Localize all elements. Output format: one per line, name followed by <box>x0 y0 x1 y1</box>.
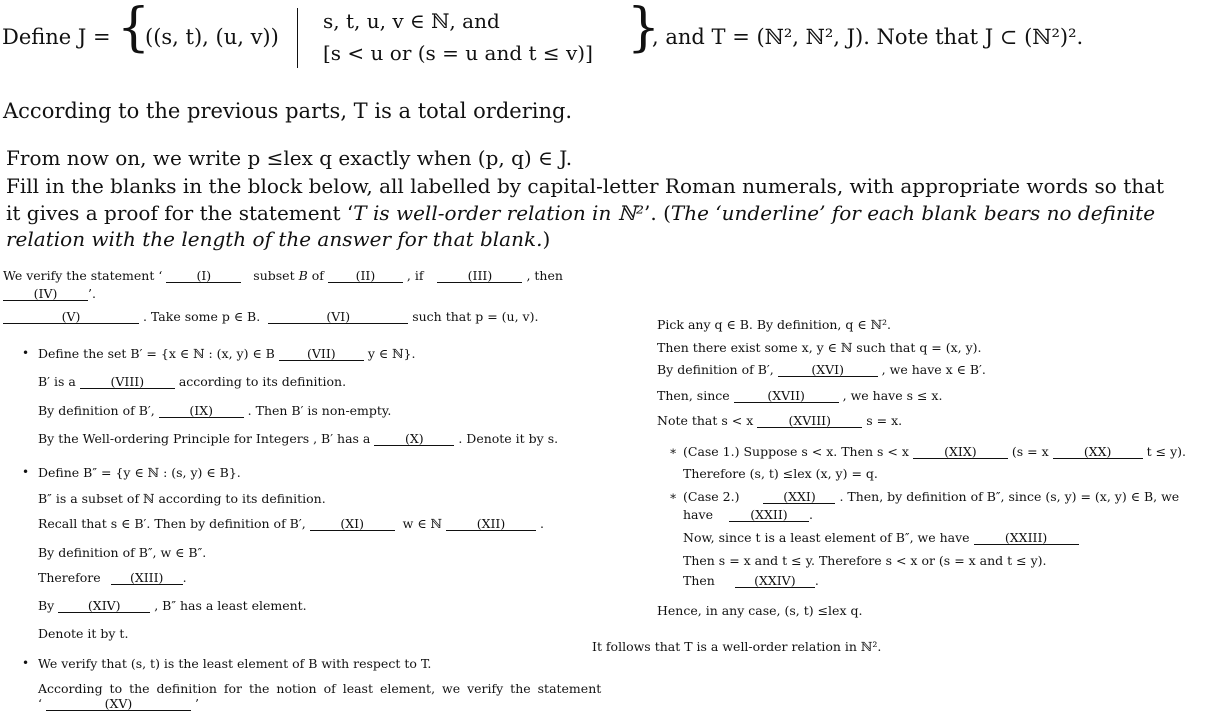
instructions-line-1: Fill in the blanks in the block below, all labelled by capital-letter Roman numerals, with appropriate words so that <box>6 174 1165 198</box>
blank-XI[interactable]: (XI) <box>310 517 395 531</box>
left-brace: { <box>117 0 151 58</box>
by-least-line: By (XIV) , B″ has a least element. <box>38 598 307 613</box>
blank-VII[interactable]: (VII) <box>279 347 364 361</box>
now-since-line: Now, since t is a least element of B″, we have (XXIII) <box>683 530 1079 545</box>
blank-XX[interactable]: (XX) <box>1053 445 1143 459</box>
bdoubleprime-subset-line: B″ is a subset of ℕ according to its definition. <box>38 491 326 506</box>
condition-line-1: s, t, u, v ∈ ℕ, and <box>323 9 500 33</box>
blank-XII[interactable]: (XII) <box>446 517 536 531</box>
blank-X[interactable]: (X) <box>374 432 454 446</box>
therefore-lex-line: Therefore (s, t) ≤lex (x, y) = q. <box>683 466 878 481</box>
take-line: (V) . Take some p ∈ B. (VI) such that p = (u, v). <box>3 309 538 324</box>
blank-XXI[interactable]: (XXI) <box>763 490 835 504</box>
header-suffix: , and T = (ℕ², ℕ², J). Note that J ⊂ (ℕ²)². <box>652 25 1084 49</box>
therefore-line: Therefore (XIII) . <box>38 570 187 585</box>
instructions-line-2: it gives a proof for the statement ‘T is well-order relation in ℕ²’. (The ‘underline’ for each blank bears no definite <box>6 201 1156 225</box>
xv-line: ‘ (XV) ’ <box>38 696 199 711</box>
denote-t-line: Denote it by t. <box>38 626 129 641</box>
right-brace: } <box>627 0 661 58</box>
instructions-line-3: relation with the length of the answer for that blank.) <box>6 227 551 251</box>
blank-IX[interactable]: (IX) <box>159 404 244 418</box>
recall-line: Recall that s ∈ B′. Then by definition of B′, (XI) w ∈ ℕ (XII) . <box>38 516 544 531</box>
define-prefix: Define J = <box>2 25 111 49</box>
blank-XXIII[interactable]: (XXIII) <box>974 531 1079 545</box>
bullet-2: • <box>22 465 30 479</box>
lex-definition: From now on, we write p ≤lex q exactly when (p, q) ∈ J. <box>6 146 573 170</box>
blank-XIX[interactable]: (XIX) <box>913 445 1008 459</box>
blank-XVIII[interactable]: (XVIII) <box>757 414 862 428</box>
blank-XVI[interactable]: (XVI) <box>778 363 878 377</box>
blank-XVII[interactable]: (XVII) <box>734 389 839 403</box>
then-xxiv-line: Then (XXIV) . <box>683 573 819 588</box>
then-s-eq-line: Then s = x and t ≤ y. Therefore s < x or (s = x and t ≤ y). <box>683 553 1047 568</box>
verify-statement-line: We verify the statement ‘ (I) subset B of (II) , if (III) , then <box>3 268 563 283</box>
blank-VI[interactable]: (VI) <box>268 310 408 324</box>
bprime-nonempty-line: By definition of B′, (IX) . Then B′ is non-empty. <box>38 403 392 418</box>
case2-star: ∗ <box>669 489 678 503</box>
case2-have-line: have (XXII) . <box>683 507 813 522</box>
pick-line: Pick any q ∈ B. By definition, q ∈ ℕ². <box>657 317 891 332</box>
then-since-line: Then, since (XVII) , we have s ≤ x. <box>657 388 943 403</box>
blank-VIII[interactable]: (VIII) <box>80 375 175 389</box>
wop-line: By the Well-ordering Principle for Integers , B′ has a (X) . Denote it by s. <box>38 431 559 446</box>
blank-V[interactable]: (V) <box>3 310 139 324</box>
verify-statement-line-2: (IV) ’. <box>3 286 96 301</box>
verify-least-line: We verify that (s, t) is the least element of B with respect to T. <box>38 656 432 671</box>
blank-III[interactable]: (III) <box>437 269 522 283</box>
case1-star: ∗ <box>669 444 678 458</box>
bullet-1: • <box>22 346 30 360</box>
total-ordering-text: According to the previous parts, T is a total ordering. <box>3 99 573 123</box>
condition-line-2: [s < u or (s = u and t ≤ v)] <box>323 41 593 65</box>
according-notion-line: According to the definition for the notion of least element, we verify the statement <box>38 681 602 696</box>
case2-line: (Case 2.) (XXI) . Then, by definition of B″, since (s, y) = (x, y) ∈ B, we <box>683 489 1180 504</box>
by-def-bdoubleprime-line: By definition of B″, w ∈ B″. <box>38 545 207 560</box>
blank-XIII[interactable]: (XIII) <box>111 571 183 585</box>
blank-I[interactable]: (I) <box>166 269 241 283</box>
pair-expression: ((s, t), (u, v)) <box>145 25 279 49</box>
blank-IV[interactable]: (IV) <box>3 287 88 301</box>
blank-XIV[interactable]: (XIV) <box>58 599 150 613</box>
follows-line: It follows that T is a well-order relation in ℕ². <box>592 639 882 654</box>
hence-line: Hence, in any case, (s, t) ≤lex q. <box>657 603 863 618</box>
blank-XXII[interactable]: (XXII) <box>729 508 809 522</box>
by-def-bprime-right-line: By definition of B′, (XVI) , we have x ∈ B′. <box>657 362 986 377</box>
set-builder-bar <box>297 8 298 68</box>
note-that-line: Note that s < x (XVIII) s = x. <box>657 413 903 428</box>
define-bdoubleprime-line: Define B″ = {y ∈ ℕ : (s, y) ∈ B}. <box>38 465 241 480</box>
bprime-is-line: B′ is a (VIII) according to its definition. <box>38 374 347 389</box>
blank-II[interactable]: (II) <box>328 269 403 283</box>
bullet-3: • <box>22 656 30 670</box>
case1-line: (Case 1.) Suppose s < x. Then s < x (XIX) (s = x (XX) t ≤ y). <box>683 444 1186 459</box>
blank-XXIV[interactable]: (XXIV) <box>735 574 815 588</box>
define-bprime-line: Define the set B′ = {x ∈ ℕ : (x, y) ∈ B (VII) y ∈ ℕ}. <box>38 346 416 361</box>
blank-XV[interactable]: (XV) <box>46 697 191 711</box>
exist-line: Then there exist some x, y ∈ ℕ such that q = (x, y). <box>657 340 982 355</box>
